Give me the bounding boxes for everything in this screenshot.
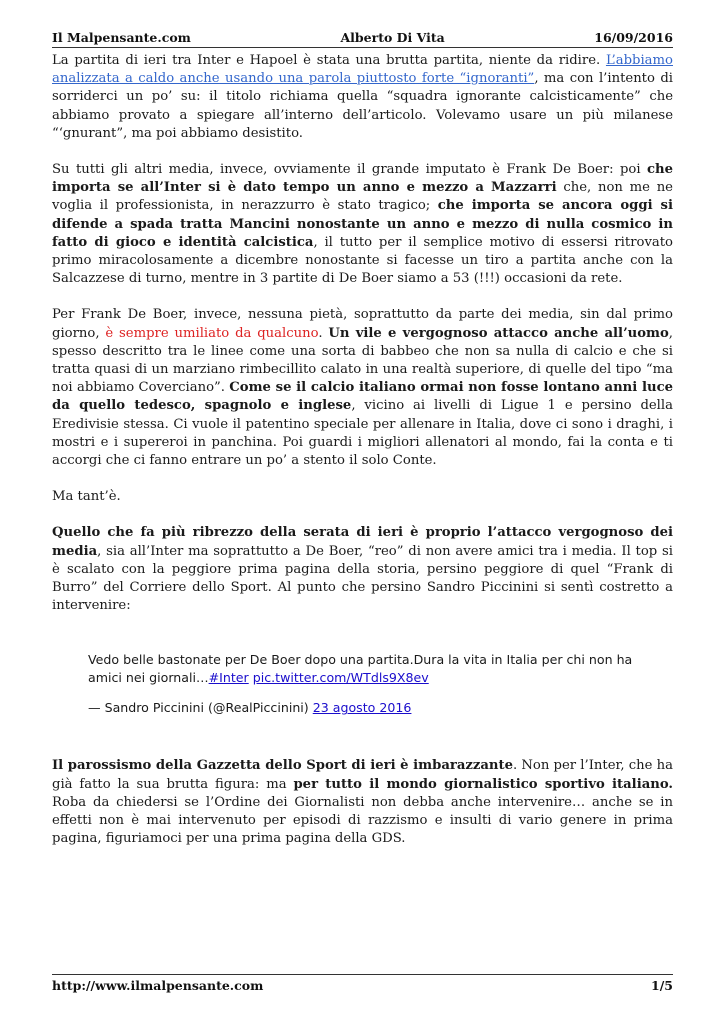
page-footer — [52, 978, 673, 993]
paragraph-6: Il parossismo della Gazzetta dello Sport di ieri è imbarazzante. Non per l’Inter, che ha già fatto la sua brutta figura: ma per tutto il mondo giornalistico sportivo italiano. Roba da chiedersi se l’Ordine dei Giornalisti non debba anche intervenire… anche se in effetti non è mai intervenuto per episodi di razzismo e insulti di vario genere in prima pagina, figuriamoci per una prima pagina della GDS. — [52, 758, 673, 847]
highlight-red-text: è sempre umiliato da qualcuno — [105, 325, 319, 341]
embedded-tweet — [88, 651, 648, 717]
publish-date: 16/09/2016 — [594, 30, 673, 45]
article-body — [52, 52, 673, 867]
tweet-date-link[interactable]: 23 agosto 2016 — [312, 700, 412, 716]
page-number: 1/5 — [651, 978, 673, 993]
header-divider — [52, 47, 673, 48]
tweet-text: Vedo belle bastonate per De Boer dopo una partita.Dura la vita in Italia per chi non ha amici nei giornali…#Inter pic.twitter.com/WTdls9X8ev — [88, 652, 633, 686]
author-name: Alberto Di Vita — [340, 30, 445, 45]
tweet-hashtag-link[interactable]: #Inter — [208, 670, 249, 686]
paragraph-4: Ma tant’è. — [52, 489, 121, 505]
site-name: Il Malpensante.com — [52, 30, 191, 45]
page-header — [52, 30, 673, 45]
paragraph-1: La partita di ieri tra Inter e Hapoel è stata una brutta partita, niente da ridire. L’abbiamo analizzata a caldo anche usando una parola piuttosto forte “ignoranti”, ma con l’intento di sorriderci un po’ su: il titolo richiama quella “squadra ignorante calcisticamente” che abbiamo provato a spiegare all’interno dell’articolo. Volevamo usare un più milanese “‘gnurant”, ma poi abbiamo desistito. — [52, 53, 674, 141]
paragraph-2: Su tutti gli altri media, invece, ovviamente il grande imputato è Frank De Boer: poi che importa se all’Inter si è dato tempo un anno e mezzo a Mazzarri che, non me ne voglia il professionista, in nerazzurro è stato tragico; che importa se ancora oggi si difende a spada tratta Mancini nonostante un anno e mezzo di nulla cosmico in fatto di gioco e identità calcistica, il tutto per il semplice motivo di essersi ritrovato primo miracolosamente a dicembre nonostante si facesse un tiro a partita anche con la Salcazzese di turno, mentre in 3 partite di De Boer siamo a 53 (!!!) occasioni da rete. — [52, 162, 673, 287]
paragraph-3: Per Frank De Boer, invece, nessuna pietà, soprattutto da parte dei media, sin dal primo giorno, è sempre umiliato da qualcuno. Un vile e vergognoso attacco anche all’uomo, spesso descritto tra le linee come una sorta di babbeo che non sa nulla di calcio e che si tratta quasi di un marziano rimbecillito calato in una realtà superiore, di quelle del tipo “ma noi abbiamo Coverciano”. Come se il calcio italiano ormai non fosse lontano anni luce da quello tedesco, spagnolo e inglese, vicino ai livelli di Ligue 1 e persino della Eredivisie stessa. Ci vuole il patentino speciale per allenare in Italia, dove ci sono i draghi, i mostri e i supereroi in panchina. Poi guardi i migliori allenatori al mondo, fai la conta e ti accorgi che ci fanno entrare un po’ a stento il solo Conte. — [52, 307, 674, 469]
tweet-attribution: — Sandro Piccinini (@RealPiccinini) 23 agosto 2016 — [88, 700, 412, 716]
tweet-pic-link[interactable]: pic.twitter.com/WTdls9X8ev — [252, 670, 429, 686]
paragraph-5: Quello che fa più ribrezzo della serata di ieri è proprio l’attacco vergognoso dei media, sia all’Inter ma soprattutto a De Boer, “reo” di non avere amici tra i media. Il top si è scalato con la peggiore prima pagina della storia, persino peggiore di quel “Frank di Burro” del Corriere dello Sport. Al punto che persino Sandro Piccinini si sentì costretto a intervenire: — [52, 525, 673, 614]
article-link-analysis[interactable]: L’abbiamo analizzata a caldo anche usando una parola piuttosto forte “ignoranti” — [52, 53, 673, 87]
footer-url: http://www.ilmalpensante.com — [52, 978, 264, 993]
footer-divider — [52, 974, 673, 975]
